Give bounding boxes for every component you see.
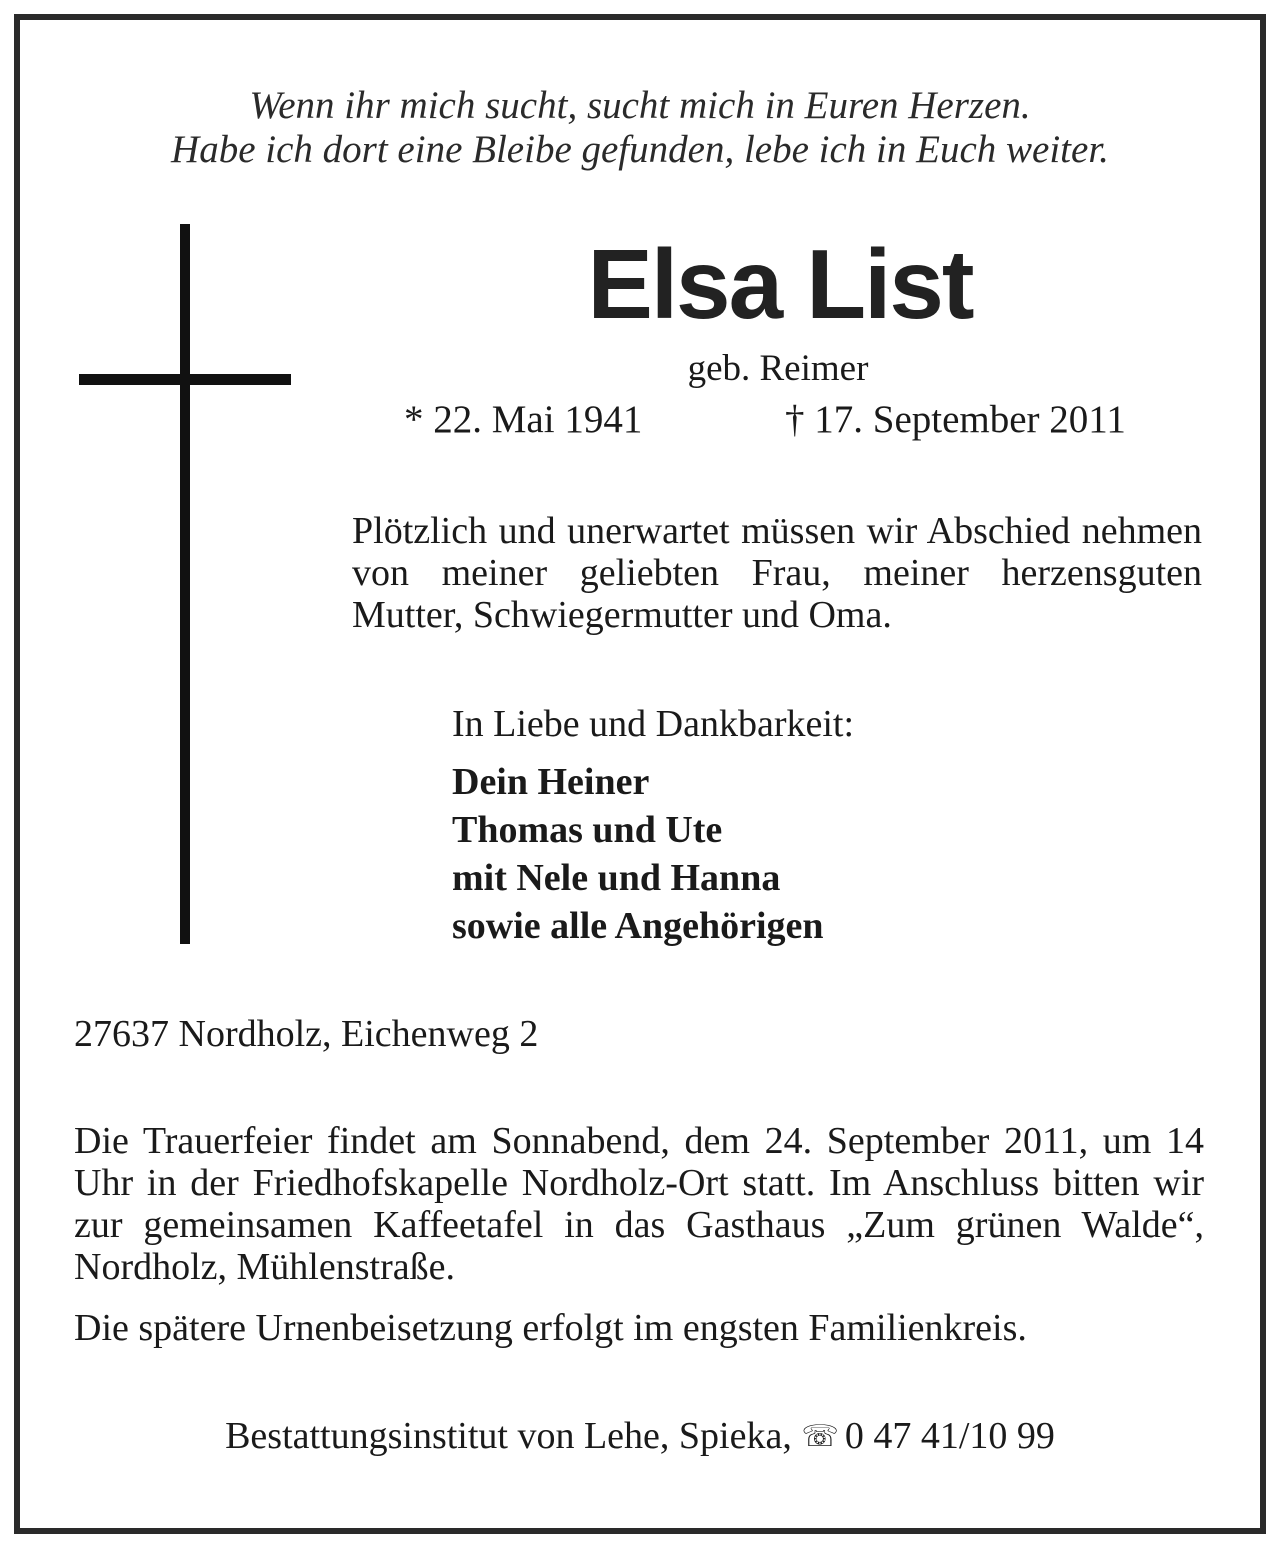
telephone-icon: ☏: [801, 1419, 839, 1454]
service-text: Die Trauerfeier findet am Sonnabend, dem 24. September 2011, um 14 Uhr in der Friedhofskapelle Nordholz-Ort statt. Im Anschluss bitten wir zur gemeinsamen Kaffeetafel in das Gasthaus „Zum grünen Walde“, Nordholz, Mühlenstraße.: [74, 1120, 1204, 1288]
motto-line-2: Habe ich dort eine Bleibe gefunden, lebe ich in Euch weiter.: [171, 128, 1109, 171]
mourner-name: Dein Heiner: [452, 761, 650, 803]
intro-text: Plötzlich und unerwartet müssen wir Abschied nehmen von meiner geliebten Frau, meiner herzensguten Mutter, Schwiegermutter und Oma.: [352, 510, 1202, 636]
mourner-name: Thomas und Ute: [452, 809, 723, 851]
undertaker-phone: 0 47 41/10 99: [844, 1415, 1055, 1457]
mourners-list: [452, 758, 824, 950]
undertaker-line: [0, 1414, 1280, 1459]
cross-icon: [180, 224, 190, 944]
undertaker-name: Bestattungsinstitut von Lehe, Spieka,: [225, 1415, 792, 1457]
mourner-name: mit Nele und Hanna: [452, 857, 781, 899]
mourners-heading: In Liebe und Dankbarkeit:: [452, 703, 855, 745]
maiden-name: geb. Reimer: [687, 348, 869, 389]
cross-icon-bar: [79, 374, 291, 385]
mourner-name: sowie alle Angehörigen: [452, 905, 824, 947]
motto-line-1: Wenn ihr mich sucht, sucht mich in Euren Herzen.: [249, 84, 1031, 127]
burial-text: Die spätere Urnenbeisetzung erfolgt im engsten Familienkreis.: [74, 1307, 1027, 1349]
death-date: † 17. September 2011: [785, 398, 1126, 441]
deceased-name: Elsa List: [587, 229, 973, 339]
address: 27637 Nordholz, Eichenweg 2: [74, 1013, 539, 1055]
birth-date: * 22. Mai 1941: [404, 398, 643, 441]
